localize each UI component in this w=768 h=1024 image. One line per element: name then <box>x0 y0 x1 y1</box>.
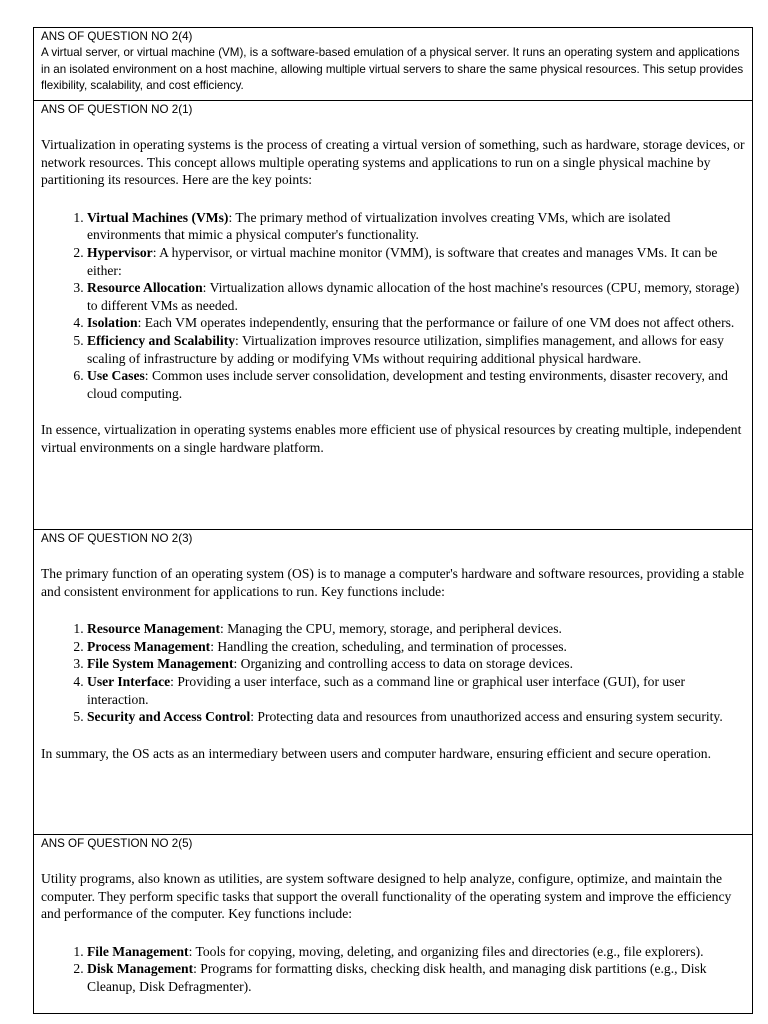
item-term: Isolation <box>87 315 138 331</box>
answer-cell-2-5 <box>34 834 752 1014</box>
list-item <box>87 244 747 279</box>
answer-cell-2-3 <box>34 529 752 834</box>
item-term: User Interface <box>87 673 171 689</box>
item-text: : Organizing and controlling access to data on storage devices. <box>233 656 573 672</box>
list-item <box>87 638 747 656</box>
section-conclusion: In essence, virtualization in operating systems enables more efficient use of physical resources by creating multiple, independent virtual environments on a single hardware platform. <box>41 422 742 455</box>
list-item <box>87 279 747 314</box>
item-text: : Common uses include server consolidation, development and testing environments, disaster recovery, and cloud computing. <box>87 368 728 401</box>
key-functions-list <box>41 943 747 996</box>
item-term: Hypervisor <box>87 244 153 260</box>
key-points-list <box>41 209 747 403</box>
item-term: File System Management <box>87 656 234 672</box>
section-heading: ANS OF QUESTION NO 2(4) <box>41 30 193 43</box>
list-item <box>87 708 747 726</box>
item-term: Disk Management <box>87 961 194 977</box>
section-conclusion: In summary, the OS acts as an intermediary between users and computer hardware, ensuring efficient and secure operation. <box>41 745 712 761</box>
item-text: : A hypervisor, or virtual machine monitor (VMM), is software that creates and manages VMs. It can be either: <box>87 244 718 278</box>
list-item <box>87 960 747 995</box>
section-heading: ANS OF QUESTION NO 2(1) <box>41 103 193 116</box>
list-item <box>87 673 747 708</box>
item-term: Process Management <box>87 638 211 654</box>
section-intro: Virtualization in operating systems is the process of creating a virtual version of something, such as hardware, storage devices, or network resources. This concept allows multiple operating systems and applications to run on a single physical machine by partitioning its resources. Here are the key points: <box>41 137 745 188</box>
list-item <box>87 332 747 367</box>
item-text: : Programs for formatting disks, checking disk health, and managing disk partitions (e.g., Disk Cleanup, Disk Defragmenter). <box>87 961 707 994</box>
section-intro: Utility programs, also known as utilities, are system software designed to help analyze, configure, optimize, and maintain the computer. They perform specific tasks that support the overall functionality of the operating system and improve the efficiency and performance of the computer. Key functions include: <box>41 871 732 922</box>
section-heading: ANS OF QUESTION NO 2(3) <box>41 532 193 545</box>
item-term: Efficiency and Scalability <box>87 332 236 348</box>
answer-cell-2-4 <box>34 27 752 100</box>
item-text: : Protecting data and resources from unauthorized access and ensuring system security. <box>250 709 723 725</box>
item-text: : Virtualization allows dynamic allocation of the host machine's resources (CPU, memory, storage) to different VMs as needed. <box>87 280 740 313</box>
list-item <box>87 655 747 673</box>
item-text: : Handling the creation, scheduling, and termination of processes. <box>210 638 567 654</box>
list-item <box>87 943 747 961</box>
item-text: : Each VM operates independently, ensuring that the performance or failure of one VM does not affect others. <box>137 315 735 331</box>
item-term: Resource Allocation <box>87 280 203 296</box>
answer-document <box>33 27 753 1014</box>
item-term: Use Cases <box>87 368 145 384</box>
section-heading: ANS OF QUESTION NO 2(5) <box>41 837 193 850</box>
section-body: A virtual server, or virtual machine (VM), is a software-based emulation of a physical server. It runs an operating system and applications in an isolated environment on a host machine, allowing multiple virtual servers to share the same physical resources. This setup provides flexibility, scalability, and cost efficiency. <box>41 46 744 92</box>
list-item <box>87 367 747 402</box>
section-intro: The primary function of an operating system (OS) is to manage a computer's hardware and software resources, providing a stable and consistent environment for applications to run. Key functions include: <box>41 566 745 599</box>
item-term: Security and Access Control <box>87 709 251 725</box>
item-term: File Management <box>87 943 189 959</box>
list-item <box>87 620 747 638</box>
item-term: Resource Management <box>87 621 221 637</box>
list-item <box>87 209 747 244</box>
list-item <box>87 314 747 332</box>
item-term: Virtual Machines (VMs) <box>87 209 229 225</box>
item-text: : Providing a user interface, such as a command line or graphical user interface (GUI), for user interaction. <box>87 673 686 707</box>
key-functions-list <box>41 620 747 726</box>
answer-cell-2-1 <box>34 100 752 529</box>
item-text: : Managing the CPU, memory, storage, and peripheral devices. <box>220 621 562 637</box>
item-text: : Virtualization improves resource utilization, simplifies management, and allows for easy scaling of infrastructure by adding or modifying VMs without requiring additional physical hardware. <box>87 332 724 366</box>
item-text: : Tools for copying, moving, deleting, and organizing files and directories (e.g., file explorers). <box>188 943 704 959</box>
item-text: : The primary method of virtualization involves creating VMs, which are isolated environments that mimic a physical computer's functionality. <box>87 209 671 243</box>
